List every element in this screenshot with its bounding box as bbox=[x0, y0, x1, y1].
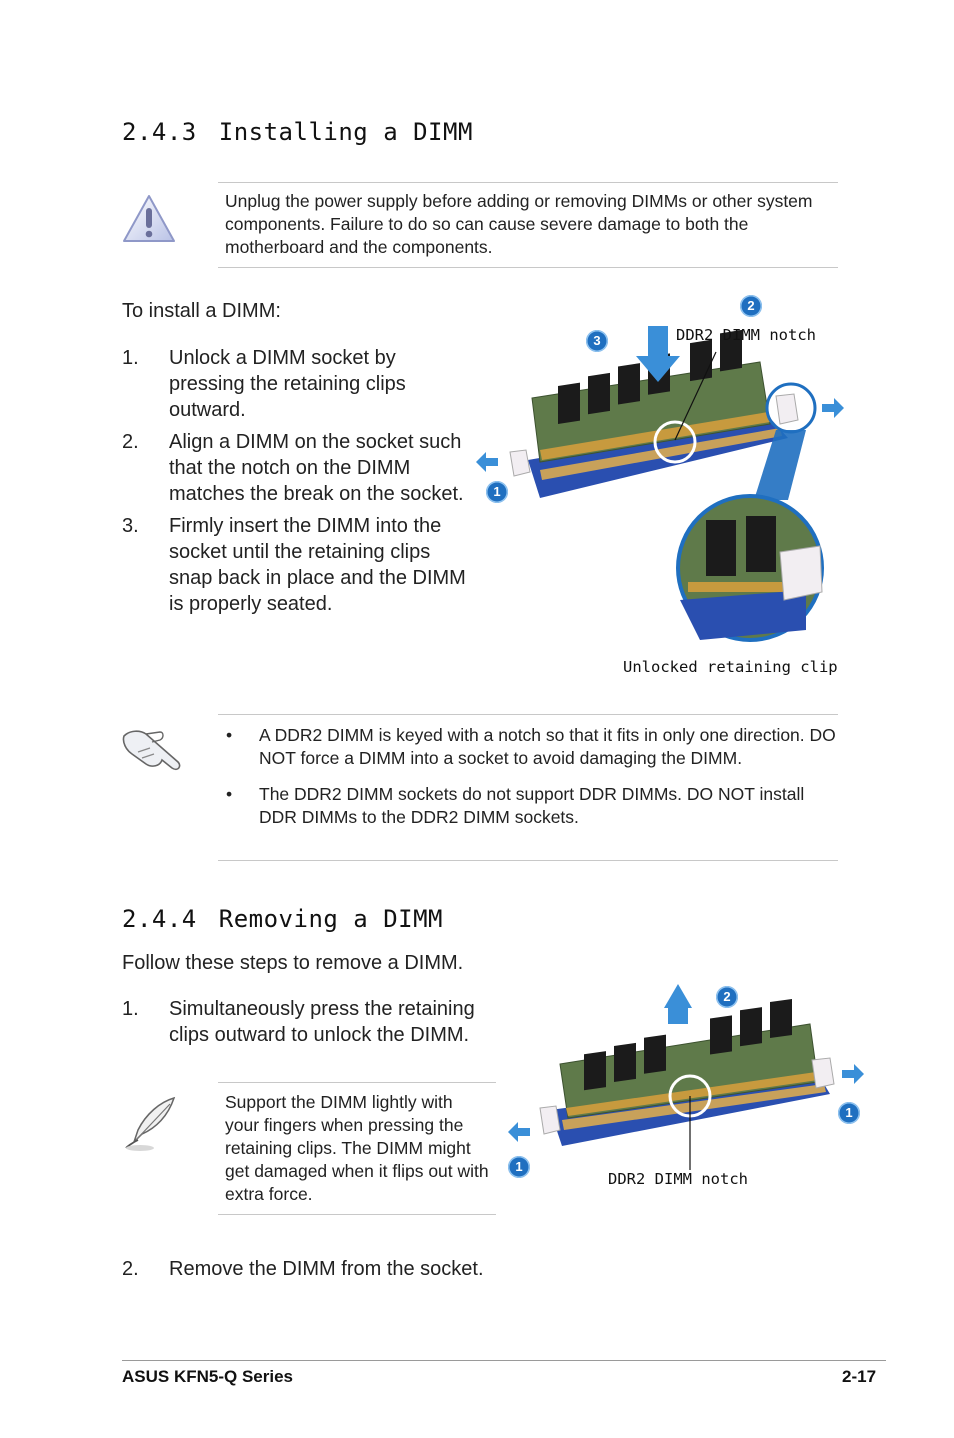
note-item bbox=[218, 783, 838, 829]
caution-text: Unplug the power supply before adding or removing DIMMs or other system components. Failure to do so can cause severe damage to both the motherboard and the components. bbox=[225, 191, 813, 257]
tip-bottom-rule bbox=[218, 1214, 496, 1215]
unlocked-clip-label: Unlocked retaining clip bbox=[623, 658, 838, 676]
step-number: 1. bbox=[122, 998, 139, 1020]
ddr2-notch-label: DDR2 DIMM notch bbox=[676, 326, 816, 344]
step-text: Simultaneously press the retaining clips outward to unlock the DIMM. bbox=[169, 998, 475, 1046]
remove-dimm-illustration bbox=[500, 978, 870, 1178]
install-step bbox=[122, 429, 472, 507]
section-title: Removing a DIMM bbox=[218, 905, 443, 933]
step-text: Remove the DIMM from the socket. bbox=[169, 1258, 484, 1280]
note-text: The DDR2 DIMM sockets do not support DDR DIMMs. DO NOT install DDR DIMMs to the DDR2 DIMM sockets. bbox=[259, 784, 805, 827]
step-number: 1. bbox=[122, 347, 139, 369]
feather-quill-icon bbox=[120, 1094, 180, 1154]
warning-triangle-icon bbox=[120, 192, 178, 246]
note-list bbox=[218, 724, 838, 842]
install-step bbox=[122, 345, 472, 423]
step-badge-1: 1 bbox=[486, 481, 508, 503]
section-number: 2.4.3 bbox=[122, 118, 197, 146]
step-number: 2. bbox=[122, 1258, 139, 1280]
install-step bbox=[122, 513, 472, 617]
remove-step-1 bbox=[122, 996, 502, 1054]
note-text: A DDR2 DIMM is keyed with a notch so that it fits in only one direction. DO NOT force a DIMM into a socket to avoid damaging the DIMM. bbox=[259, 725, 836, 768]
remove-intro: Follow these steps to remove a DIMM. bbox=[122, 952, 464, 974]
note-top-rule bbox=[218, 714, 838, 715]
section-number: 2.4.4 bbox=[122, 905, 197, 933]
note-bullet: • bbox=[226, 784, 233, 804]
install-intro: To install a DIMM: bbox=[122, 300, 281, 322]
pointing-hand-icon bbox=[120, 722, 184, 774]
step-badge-1: 1 bbox=[838, 1102, 860, 1124]
step-text: Unlock a DIMM socket by pressing the retaining clips outward. bbox=[169, 347, 406, 421]
install-dimm-figure bbox=[470, 290, 850, 690]
ddr2-notch-label: DDR2 DIMM notch bbox=[608, 1170, 748, 1188]
step-badge-2: 2 bbox=[740, 295, 762, 317]
remove-step bbox=[122, 1256, 622, 1282]
install-dimm-illustration bbox=[470, 290, 850, 650]
tip-top-rule bbox=[218, 1082, 496, 1083]
step-number: 3. bbox=[122, 515, 139, 537]
section-title: Installing a DIMM bbox=[218, 118, 473, 146]
tip-text: Support the DIMM lightly with your fingers when pressing the retaining clips. The DIMM might get damaged when it flips out with extra force. bbox=[225, 1092, 489, 1204]
note-bullet: • bbox=[226, 725, 233, 745]
step-badge-3: 3 bbox=[586, 330, 608, 352]
caution-bottom-rule bbox=[218, 267, 838, 268]
note-item bbox=[218, 724, 838, 770]
remove-step bbox=[122, 996, 502, 1048]
footer-page-number: 2-17 bbox=[842, 1367, 877, 1386]
note-bottom-rule bbox=[218, 860, 838, 861]
remove-dimm-figure bbox=[500, 978, 870, 1198]
remove-steps-cont bbox=[122, 1256, 622, 1282]
caution-top-rule bbox=[218, 182, 838, 183]
step-text: Firmly insert the DIMM into the socket until the retaining clips snap back in place and the DIMM is properly seated. bbox=[169, 515, 466, 615]
step-badge-2: 2 bbox=[716, 986, 738, 1008]
footer-product: ASUS KFN5-Q Series bbox=[122, 1367, 293, 1386]
step-badge-1: 1 bbox=[508, 1156, 530, 1178]
install-steps bbox=[122, 345, 472, 623]
step-text: Align a DIMM on the socket such that the notch on the DIMM matches the break on the socket. bbox=[169, 431, 464, 505]
remove-steps bbox=[122, 996, 502, 1048]
section-heading-2-4-4 bbox=[122, 905, 443, 933]
remove-step-2 bbox=[122, 1256, 622, 1288]
footer-rule bbox=[122, 1360, 886, 1361]
step-number: 2. bbox=[122, 431, 139, 453]
section-heading-2-4-3 bbox=[122, 118, 473, 146]
